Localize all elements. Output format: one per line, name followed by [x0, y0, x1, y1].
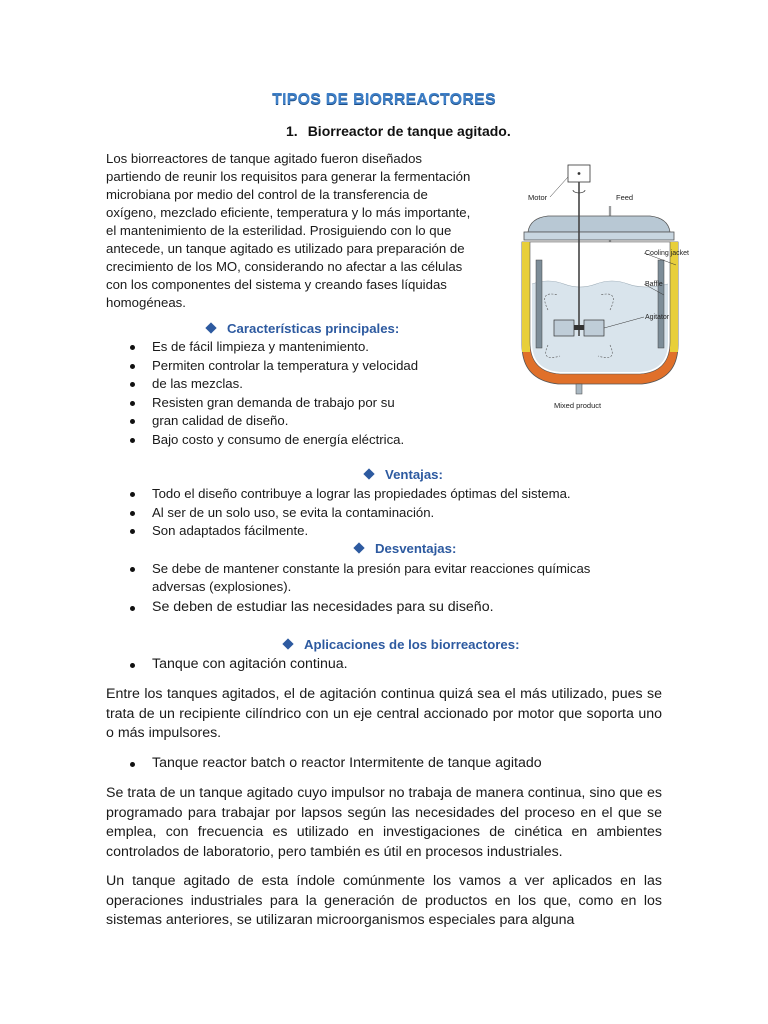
impeller-right	[584, 320, 604, 336]
desventajas-list-2	[106, 598, 494, 618]
list-item: de las mezclas.	[106, 375, 418, 394]
mixed-product-label: Mixed product	[554, 401, 602, 410]
motor-shaft-dot	[578, 172, 581, 175]
diamond-bullet-icon	[282, 638, 293, 649]
paragraph-batch: Se trata de un tanque agitado cuyo impulsor no trabaja de manera continua, sino que es programado para trabajar por lapsos según las necesidades del proceso en el que se emplea, con frecuencia es utilizado en investigaciones de cinética en ambientes controlados de laboratorio, pero también es útil en procesos industriales.	[106, 785, 662, 860]
intro-line: Los biorreactores de tanque agitado fueron diseñados	[106, 151, 422, 166]
subtitle-number: 1.	[286, 123, 298, 139]
diamond-bullet-icon	[205, 322, 216, 333]
intro-line: antecede, un tanque agitado es utilizado para preparación de	[106, 241, 465, 256]
paragraph-industrial: Un tanque agitado de esta índole comúnmente los vamos a ver aplicados en las operaciones industriales para la generación de productos en los que, como en los sistemas anteriores, se utilizaran microorganismos especiales para alguna	[106, 873, 662, 928]
aplicaciones-heading: Aplicaciones de los biorreactores:	[284, 637, 519, 652]
jacket-yellow-left	[522, 242, 530, 352]
intro-line: con los componentes del sistema y creando fases líquidas	[106, 277, 447, 292]
caracteristicas-heading: Características principales:	[207, 321, 399, 336]
page-title: TIPOS DE BIORREACTORES	[272, 91, 496, 108]
baffle-label: Baffle	[645, 281, 663, 288]
list-item: Al ser de un solo uso, se evita la contaminación.	[106, 504, 571, 523]
intro-paragraph	[106, 150, 482, 312]
desventajas-continuation: adversas (explosiones).	[152, 579, 292, 594]
list-item: Se deben de estudiar las necesidades para su diseño.	[106, 598, 494, 618]
cooling-jacket-label: Cooling jacket	[645, 250, 689, 257]
ventajas-list	[106, 485, 571, 541]
list-item: Bajo costo y consumo de energía eléctrica.	[106, 431, 418, 450]
intro-line: oxígeno, mezclado eficiente, temperatura y lo más importante,	[106, 205, 471, 220]
impeller-left	[554, 320, 574, 336]
list-item: Es de fácil limpieza y mantenimiento.	[106, 338, 418, 357]
list-item: Permiten controlar la temperatura y velocidad	[106, 357, 418, 376]
tank-lid	[528, 216, 670, 232]
diamond-bullet-icon	[363, 468, 374, 479]
intro-line: microbiana por medio del control de la transferencia de	[106, 187, 428, 202]
ventajas-heading: Ventajas:	[365, 467, 443, 482]
paragraph-continua: Entre los tanques agitados, el de agitación continua quizá sea el más utilizado, pues se trata de un recipiente cilíndrico con un eje central accionado por motor que soporta uno o más impulsores.	[106, 686, 662, 741]
lid-flange	[524, 232, 674, 240]
aplicaciones-list-1	[106, 655, 348, 675]
list-item: Tanque reactor batch o reactor Intermitente de tanque agitado	[106, 754, 542, 774]
subtitle-text: Biorreactor de tanque agitado.	[307, 123, 511, 139]
list-item: Tanque con agitación continua.	[106, 655, 348, 675]
desventajas-list	[106, 560, 590, 579]
aplicaciones-list-2	[106, 754, 542, 774]
stirred-tank-diagram	[518, 160, 708, 415]
section-subtitle	[286, 123, 511, 139]
intro-line: crecimiento de los MO, considerando no afectar a las células	[106, 259, 463, 274]
impeller-hub	[574, 325, 584, 330]
desventajas-heading: Desventajas:	[355, 541, 456, 556]
jacket-yellow-right	[670, 242, 678, 352]
baffle-left	[536, 260, 542, 348]
intro-line: homogéneas.	[106, 295, 186, 310]
list-item: Todo el diseño contribuye a lograr las propiedades óptimas del sistema.	[106, 485, 571, 504]
motor-leader	[550, 177, 568, 197]
diamond-bullet-icon	[353, 542, 364, 553]
baffle-right	[658, 260, 664, 348]
feed-label: Feed	[616, 193, 634, 202]
agitator-label: Agitator	[645, 314, 670, 321]
list-item: Son adaptados fácilmente.	[106, 522, 571, 541]
outlet-pipe	[576, 384, 582, 394]
caracteristicas-list	[106, 338, 418, 450]
intro-line: el mantenimiento de la esterilidad. Prosiguiendo con lo que	[106, 223, 452, 238]
list-item: Se debe de mantener constante la presión para evitar reacciones químicas	[106, 560, 590, 579]
list-item: gran calidad de diseño.	[106, 412, 418, 431]
list-item: Resisten gran demanda de trabajo por su	[106, 394, 418, 413]
intro-line: partiendo de reunir los requisitos para generar la fermentación	[106, 169, 471, 184]
motor-label: Motor	[528, 193, 548, 202]
